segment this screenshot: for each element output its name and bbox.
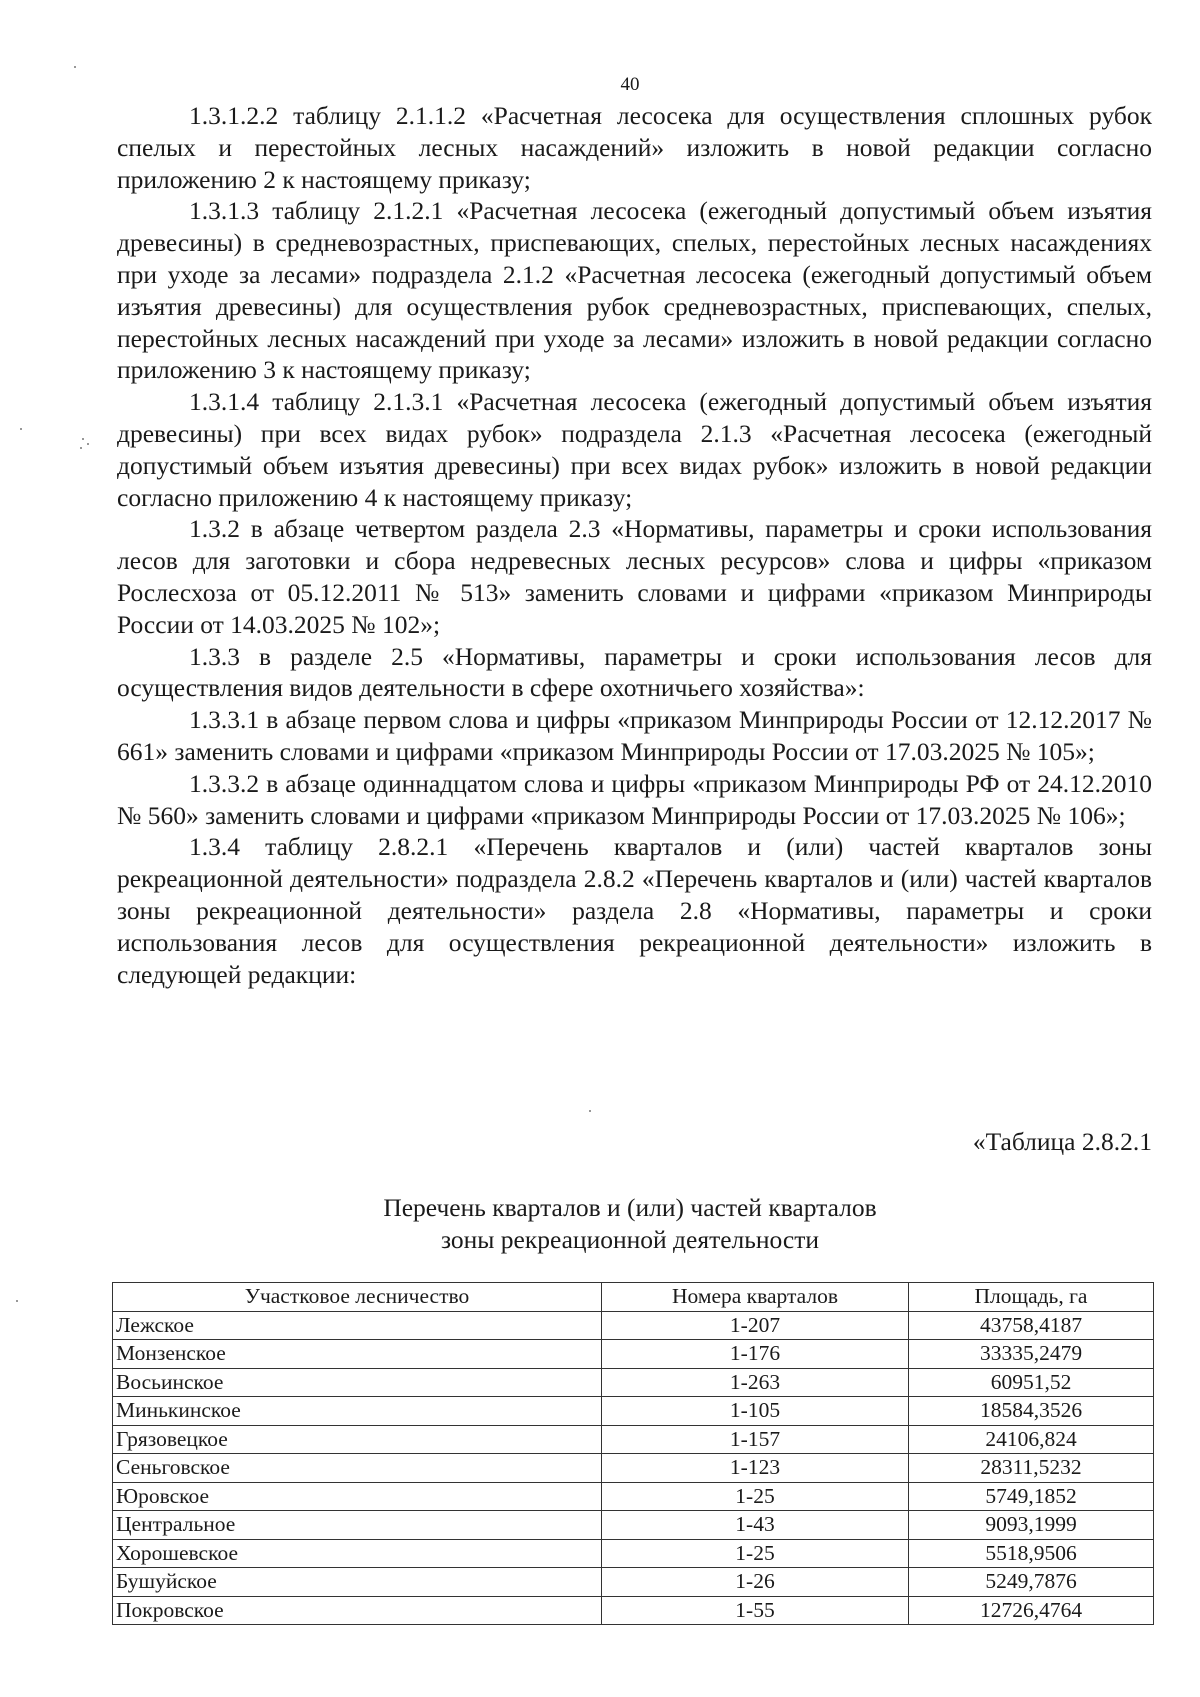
header-quarter-numbers: Номера кварталов — [602, 1283, 909, 1312]
table-row — [113, 1397, 1154, 1426]
cell-quarters: 1-25 — [602, 1482, 909, 1511]
cell-area: 18584,3526 — [909, 1397, 1154, 1426]
cell-quarters: 1-55 — [602, 1596, 909, 1625]
table-row — [113, 1454, 1154, 1483]
page-number: 40 — [620, 74, 640, 95]
cell-quarters: 1-123 — [602, 1454, 909, 1483]
paragraph-1-3-1-3: 1.3.1.3 таблицу 2.1.2.1 «Расчетная лесосека (ежегодный допустимый объем изъятия древесины) в средневозрастных, приспевающих, спелых, перестойных лесных насаждениях при уходе за лесами» подраздела 2.1.2 «Расчетная лесосека (ежегодный допустимый объем изъятия древесины) для осуществления рубок средневозрастных, приспевающих, спелых, перестойных лесных насаждений при уходе за лесами» изложить в новой редакции согласно приложению 3 к настоящему приказу; — [117, 196, 1152, 385]
cell-area: 5749,1852 — [909, 1482, 1154, 1511]
cell-area: 5249,7876 — [909, 1568, 1154, 1597]
cell-forestry: Сеньговское — [113, 1454, 602, 1483]
paragraph-1-3-3: 1.3.3 в разделе 2.5 «Нормативы, параметры и сроки использования лесов для осуществления видов деятельности в сфере охотничьего хозяйства»: — [117, 641, 1152, 703]
cell-area: 9093,1999 — [909, 1511, 1154, 1540]
table-row — [113, 1596, 1154, 1625]
cell-area: 28311,5232 — [909, 1454, 1154, 1483]
table-row — [113, 1511, 1154, 1540]
cell-quarters: 1-157 — [602, 1425, 909, 1454]
cell-quarters: 1-263 — [602, 1368, 909, 1397]
table-row — [113, 1539, 1154, 1568]
table-title — [0, 1192, 1200, 1256]
document-body — [117, 100, 1152, 990]
paragraph-1-3-1-2-2: 1.3.1.2.2 таблицу 2.1.1.2 «Расчетная лесосека для осуществления сплошных рубок спелых и перестойных лесных насаждений» изложить в новой редакции согласно приложению 2 к настоящему приказу; — [117, 101, 1152, 194]
table-title-line-2: зоны рекреационной деятельности — [440, 1225, 820, 1254]
cell-area: 60951,52 — [909, 1368, 1154, 1397]
table-row — [113, 1568, 1154, 1597]
cell-forestry: Восьинское — [113, 1368, 602, 1397]
scan-speck — [589, 1110, 591, 1112]
cell-quarters: 1-176 — [602, 1340, 909, 1369]
table-reference-label: «Таблица 2.8.2.1 — [972, 1127, 1152, 1156]
cell-forestry: Юровское — [113, 1482, 602, 1511]
cell-area: 5518,9506 — [909, 1539, 1154, 1568]
cell-quarters: 1-207 — [602, 1311, 909, 1340]
cell-quarters: 1-25 — [602, 1539, 909, 1568]
cell-forestry: Покровское — [113, 1596, 602, 1625]
recreation-zone-table — [112, 1282, 1154, 1625]
header-area: Площадь, га — [909, 1283, 1154, 1312]
paragraph-1-3-1-4: 1.3.1.4 таблицу 2.1.3.1 «Расчетная лесосека (ежегодный допустимый объем изъятия древесины) при всех видах рубок» подраздела 2.1.3 «Расчетная лесосека (ежегодный допустимый объем изъятия древесины) при всех видах рубок» изложить в новой редакции согласно приложению 4 к настоящему приказу; — [117, 387, 1152, 512]
cell-forestry: Хорошевское — [113, 1539, 602, 1568]
scan-speck — [82, 438, 84, 440]
table-row — [113, 1340, 1154, 1369]
scan-speck — [16, 1300, 18, 1302]
scan-speck — [74, 66, 76, 68]
cell-quarters: 1-105 — [602, 1397, 909, 1426]
paragraph-1-3-3-2: 1.3.3.2 в абзаце одиннадцатом слова и цифры «приказом Минприроды РФ от 24.12.2010 № 560» заменить словами и цифрами «приказом Минприроды России от 17.03.2025 № 106»; — [117, 768, 1152, 830]
cell-quarters: 1-43 — [602, 1511, 909, 1540]
paragraph-1-3-4: 1.3.4 таблицу 2.8.2.1 «Перечень кварталов и (или) частей кварталов зоны рекреационной деятельности» подраздела 2.8.2 «Перечень кварталов и (или) частей кварталов зоны рекреационной деятельности» раздела 2.8 «Нормативы, параметры и сроки использования лесов для осуществления рекреационной деятельности» изложить в следующей редакции: — [117, 832, 1152, 989]
cell-forestry: Минькинское — [113, 1397, 602, 1426]
table-row — [113, 1368, 1154, 1397]
paragraph-1-3-2: 1.3.2 в абзаце четвертом раздела 2.3 «Нормативы, параметры и сроки использования лесов для заготовки и сбора недревесных лесных ресурсов» слова и цифры «приказом Рослесхоза от 05.12.2011 № 513» заменить словами и цифрами «приказом Минприроды России от 14.03.2025 № 102»; — [117, 514, 1152, 639]
table-row — [113, 1482, 1154, 1511]
table-row — [113, 1311, 1154, 1340]
paragraph-1-3-3-1: 1.3.3.1 в абзаце первом слова и цифры «приказом Минприроды России от 12.12.2017 № 661» заменить словами и цифрами «приказом Минприроды России от 17.03.2025 № 105»; — [117, 705, 1152, 766]
cell-forestry: Грязовецкое — [113, 1425, 602, 1454]
scan-speck — [20, 428, 22, 430]
cell-area: 33335,2479 — [909, 1340, 1154, 1369]
table-title-line-1: Перечень кварталов и (или) частей кварталов — [383, 1193, 877, 1222]
table-header-row — [113, 1283, 1154, 1312]
cell-quarters: 1-26 — [602, 1568, 909, 1597]
scan-speck — [87, 443, 89, 445]
table-row — [113, 1425, 1154, 1454]
cell-forestry: Центральное — [113, 1511, 602, 1540]
cell-area: 43758,4187 — [909, 1311, 1154, 1340]
cell-area: 24106,824 — [909, 1425, 1154, 1454]
cell-area: 12726,4764 — [909, 1596, 1154, 1625]
cell-forestry: Бушуйское — [113, 1568, 602, 1597]
scan-speck — [80, 447, 82, 449]
cell-forestry: Лежское — [113, 1311, 602, 1340]
cell-forestry: Монзенское — [113, 1340, 602, 1369]
header-forestry: Участковое лесничество — [113, 1283, 602, 1312]
